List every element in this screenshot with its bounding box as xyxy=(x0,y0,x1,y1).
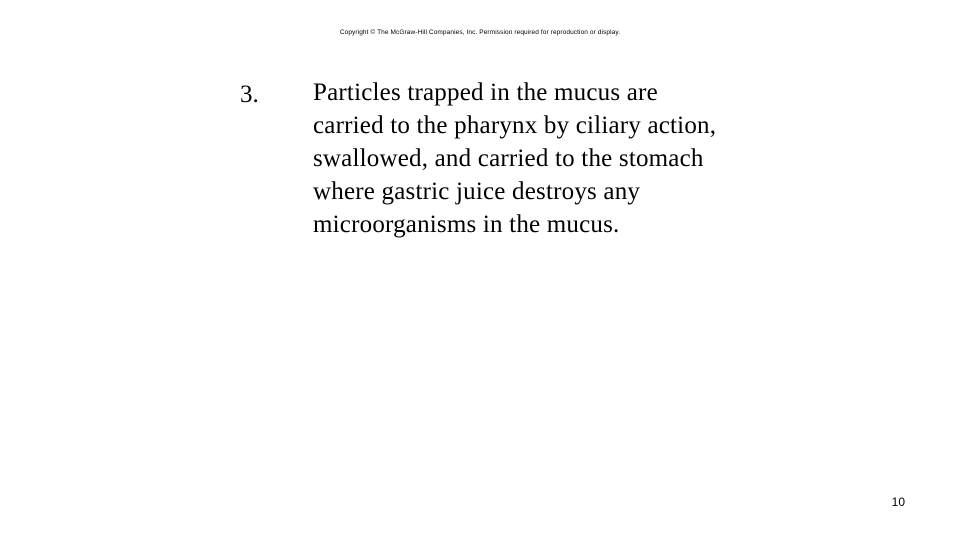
list-item-number: 3. xyxy=(240,81,259,108)
list-item-text-line: where gastric juice destroys any xyxy=(313,178,641,205)
list-item-text-line: swallowed, and carried to the stomach xyxy=(313,145,704,172)
list-item-text-line: microorganisms in the mucus. xyxy=(313,211,620,238)
copyright-notice: Copyright © The McGraw-Hill Companies, Inc. Permission required for reproduction or display. xyxy=(339,29,621,36)
list-item-text-line: Particles trapped in the mucus are xyxy=(313,79,658,106)
list-item-text xyxy=(313,76,783,241)
page-number: 10 xyxy=(891,495,905,509)
list-item-text-line: carried to the pharynx by ciliary action, xyxy=(313,112,717,139)
